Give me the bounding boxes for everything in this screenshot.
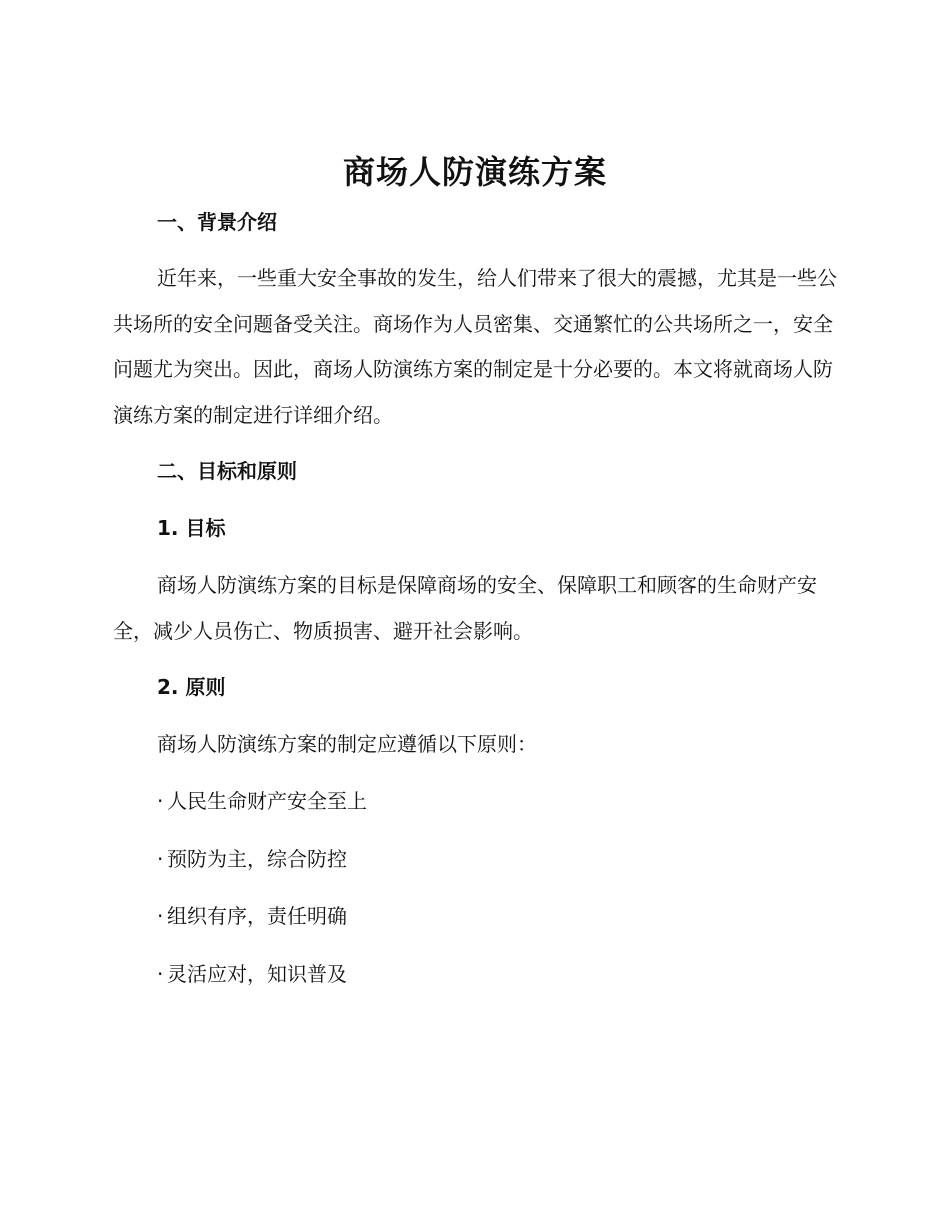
principle-list-item xyxy=(157,959,347,989)
goal-paragraph: 商场人防演练方案的目标是保障商场的安全、保障职工和顾客的生命财产安全，减少人员伤亡、物质损害、避开社会影响。 xyxy=(113,573,817,643)
principles-intro: 商场人防演练方案的制定应遵循以下原则： xyxy=(157,732,537,756)
subheading-goal: 1. 目标 xyxy=(157,516,226,540)
document-title: 商场人防演练方案 xyxy=(342,153,607,191)
principle-text: 预防为主，综合防控 xyxy=(167,847,347,871)
section-heading-goals-principles: 二、目标和原则 xyxy=(157,459,297,483)
bullet-icon: · xyxy=(157,789,164,813)
bullet-icon: · xyxy=(157,904,164,928)
bullet-icon: · xyxy=(157,847,164,871)
background-paragraph: 近年来，一些重大安全事故的发生，给人们带来了很大的震撼，尤其是一些公共场所的安全问题备受关注。商场作为人员密集、交通繁忙的公共场所之一，安全问题尤为突出。因此，商场人防演练方案的制定是十分必要的。本文将就商场人防演练方案的制定进行详细介绍。 xyxy=(113,266,837,427)
principle-list-item xyxy=(157,901,347,931)
principle-text: 灵活应对，知识普及 xyxy=(167,962,347,986)
principle-text: 组织有序，责任明确 xyxy=(167,904,347,928)
bullet-icon: · xyxy=(157,962,164,986)
subheading-principles: 2. 原则 xyxy=(157,675,226,699)
principle-list-item xyxy=(157,786,367,816)
principle-text: 人民生命财产安全至上 xyxy=(167,789,367,813)
principle-list-item xyxy=(157,844,347,874)
section-heading-background: 一、背景介绍 xyxy=(157,210,277,234)
